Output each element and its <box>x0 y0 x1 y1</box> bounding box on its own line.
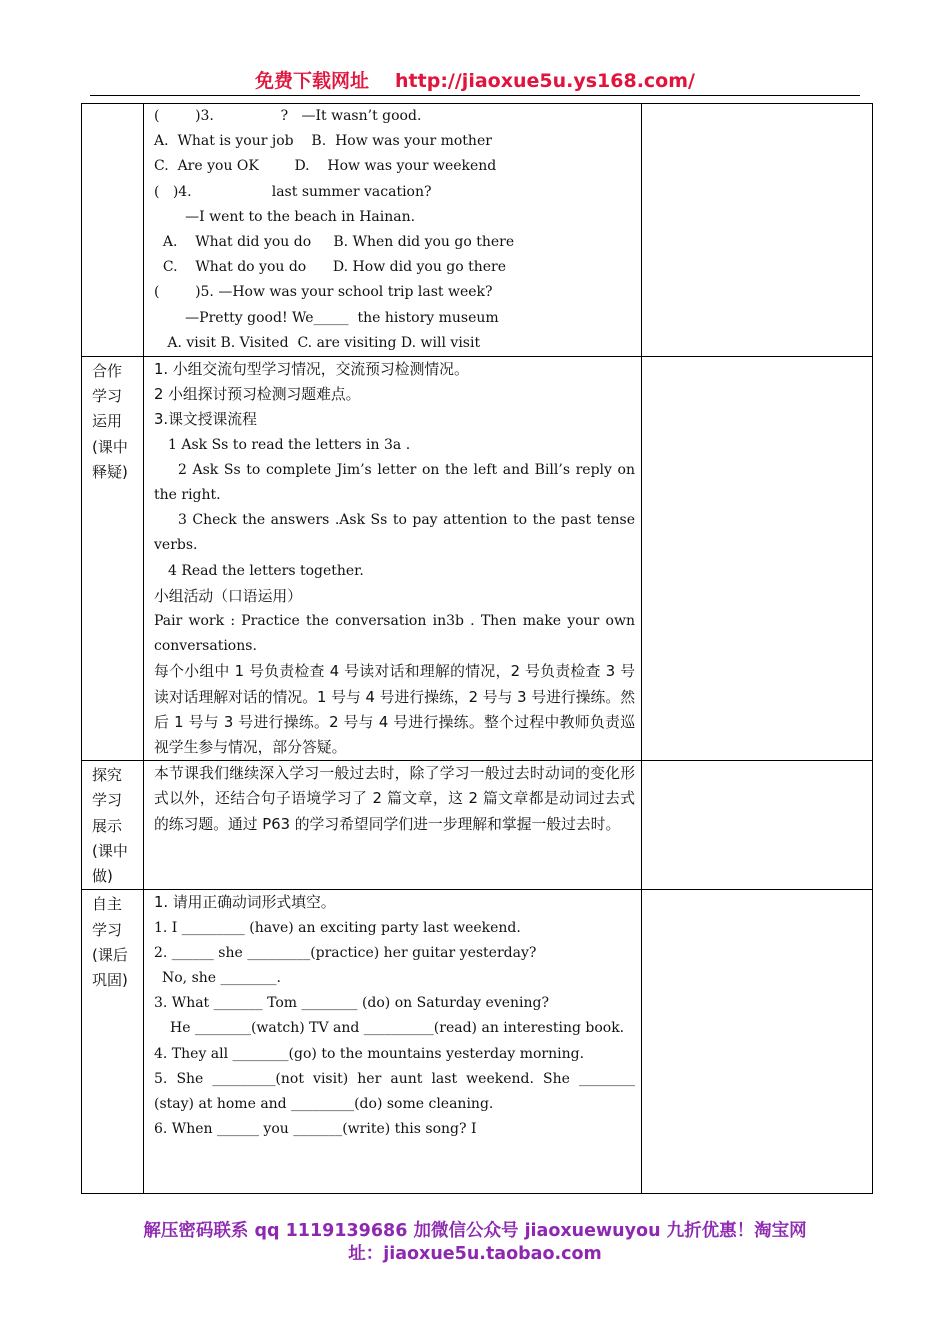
exercise-line: A. visit B. Visited C. are visiting D. will visit <box>154 334 481 351</box>
footer-contact-line: 解压密码联系 qq 1119139686 加微信公众号 jiaoxuewuyou 九折优惠！淘宝网 <box>143 1221 807 1241</box>
content-paragraph: 每个小组中 1 号负责检查 4 号读对话和理解的情况，2 号负责检查 3 号读对话理解对话的情况。1 号与 4 号进行操练，2 号与 3 号进行操练。然后 1 号与 3 号进行操练。2 号与 4 号进行操练。整个过程中教师负责巡视学生参与情况，部分答疑。 <box>154 663 635 757</box>
section-label-line: 学习 <box>92 387 123 406</box>
header-divider <box>90 95 860 96</box>
content-paragraph: 3 Check the answers .Ask Ss to pay attention to the past tense verbs. <box>154 512 635 554</box>
exercise-line: A. What is your job B. How was your mother <box>154 133 492 150</box>
exercise-line: A. What did you do B. When did you go there <box>154 234 515 251</box>
page-footer <box>0 1220 950 1266</box>
content-paragraph: No, she ________. <box>162 969 281 986</box>
exercise-line: ( )3. ? —It wasn’t good. <box>154 108 422 124</box>
table-row <box>82 104 873 357</box>
content-paragraph: 4. They all ________(go) to the mountains yesterday morning. <box>154 1045 585 1062</box>
content-paragraph: He ________(watch) TV and __________(read) an interesting book. <box>170 1020 625 1037</box>
section-label-line: (课后 <box>92 945 128 964</box>
section-label-line: 学习 <box>92 791 123 810</box>
content-paragraph: 4 Read the letters together. <box>168 562 364 579</box>
content-paragraph: 2 小组探讨预习检测习题难点。 <box>154 386 361 404</box>
section-label-line: (课中 <box>92 841 128 860</box>
notes-cell <box>642 357 873 761</box>
section-label-cell <box>82 357 144 761</box>
notes-cell <box>642 761 873 890</box>
exercise-line: —I went to the beach in Hainan. <box>154 208 416 225</box>
content-paragraph: 1. 小组交流句型学习情况，交流预习检测情况。 <box>154 361 469 379</box>
content-paragraph: 本节课我们继续深入学习一般过去时，除了学习一般过去时动词的变化形式以外，还结合句子语境学习了 2 篇文章，这 2 篇文章都是动词过去式的练习题。通过 P63 的学习希望同学们进一步理解和掌握一般过去时。 <box>154 765 635 833</box>
section-label-line: 运用 <box>92 412 123 431</box>
header-site-label: 免费下载网址 <box>255 70 370 92</box>
section-label-cell <box>82 104 144 357</box>
exercise-content-cell <box>144 104 642 357</box>
table-row <box>82 761 873 890</box>
section-label-line: 学习 <box>92 920 123 939</box>
section-label-line: 做) <box>92 867 113 886</box>
content-paragraph: 2 Ask Ss to complete Jim’s letter on the left and Bill’s reply on the right. <box>154 461 635 504</box>
section-label-line: 自主 <box>92 895 123 914</box>
page-header <box>0 66 950 93</box>
content-paragraph: 6. When ______ you _______(write) this song? I <box>154 1121 477 1138</box>
content-paragraph: 小组活动（口语运用） <box>154 587 302 605</box>
exercise-line: —Pretty good! We_____ the history museum <box>154 309 499 326</box>
notes-cell <box>642 890 873 1194</box>
notes-cell <box>642 104 873 357</box>
exercise-line: ( )5. —How was your school trip last week? <box>154 284 493 301</box>
exercise-line: C. What do you do D. How did you go there <box>154 259 507 276</box>
cooperation-content-cell <box>144 357 642 761</box>
content-paragraph: 5. She _________(not visit) her aunt last weekend. She ________ (stay) at home and _________(do) some cleaning. <box>154 1070 635 1112</box>
content-paragraph: 1 Ask Ss to read the letters in 3a . <box>168 436 411 453</box>
table-row <box>82 890 873 1194</box>
section-label-cell <box>82 761 144 890</box>
content-paragraph: 3.课文授课流程 <box>154 411 257 429</box>
section-label-line: 探究 <box>92 766 123 785</box>
content-paragraph: 1. 请用正确动词形式填空。 <box>154 894 336 912</box>
footer-shop-address: 址：jiaoxue5u.taobao.com <box>348 1244 602 1264</box>
self-study-content-cell <box>144 890 642 1194</box>
content-paragraph: 3. What _______ Tom ________ (do) on Saturday evening? <box>154 995 550 1012</box>
content-paragraph: Pair work : Practice the conversation in3b . Then make your own conversations. <box>154 613 635 655</box>
section-label-line: 展示 <box>92 816 123 835</box>
section-label-line: 释疑) <box>92 462 128 481</box>
exercise-line: C. Are you OK D. How was your weekend <box>154 158 497 175</box>
table-row <box>82 357 873 761</box>
section-label-line: 合作 <box>92 362 123 381</box>
content-paragraph: 1. I _________ (have) an exciting party last weekend. <box>154 919 521 936</box>
exploration-content-cell <box>144 761 642 890</box>
section-label-line: 巩固) <box>92 970 128 989</box>
lesson-table <box>81 103 873 1194</box>
content-paragraph: 2. ______ she _________(practice) her guitar yesterday? <box>154 944 537 961</box>
header-url-link[interactable]: http://jiaoxue5u.ys168.com/ <box>395 70 695 92</box>
exercise-line: ( )4. last summer vacation? <box>154 183 432 200</box>
section-label-line: (课中 <box>92 437 128 456</box>
section-label-cell <box>82 890 144 1194</box>
